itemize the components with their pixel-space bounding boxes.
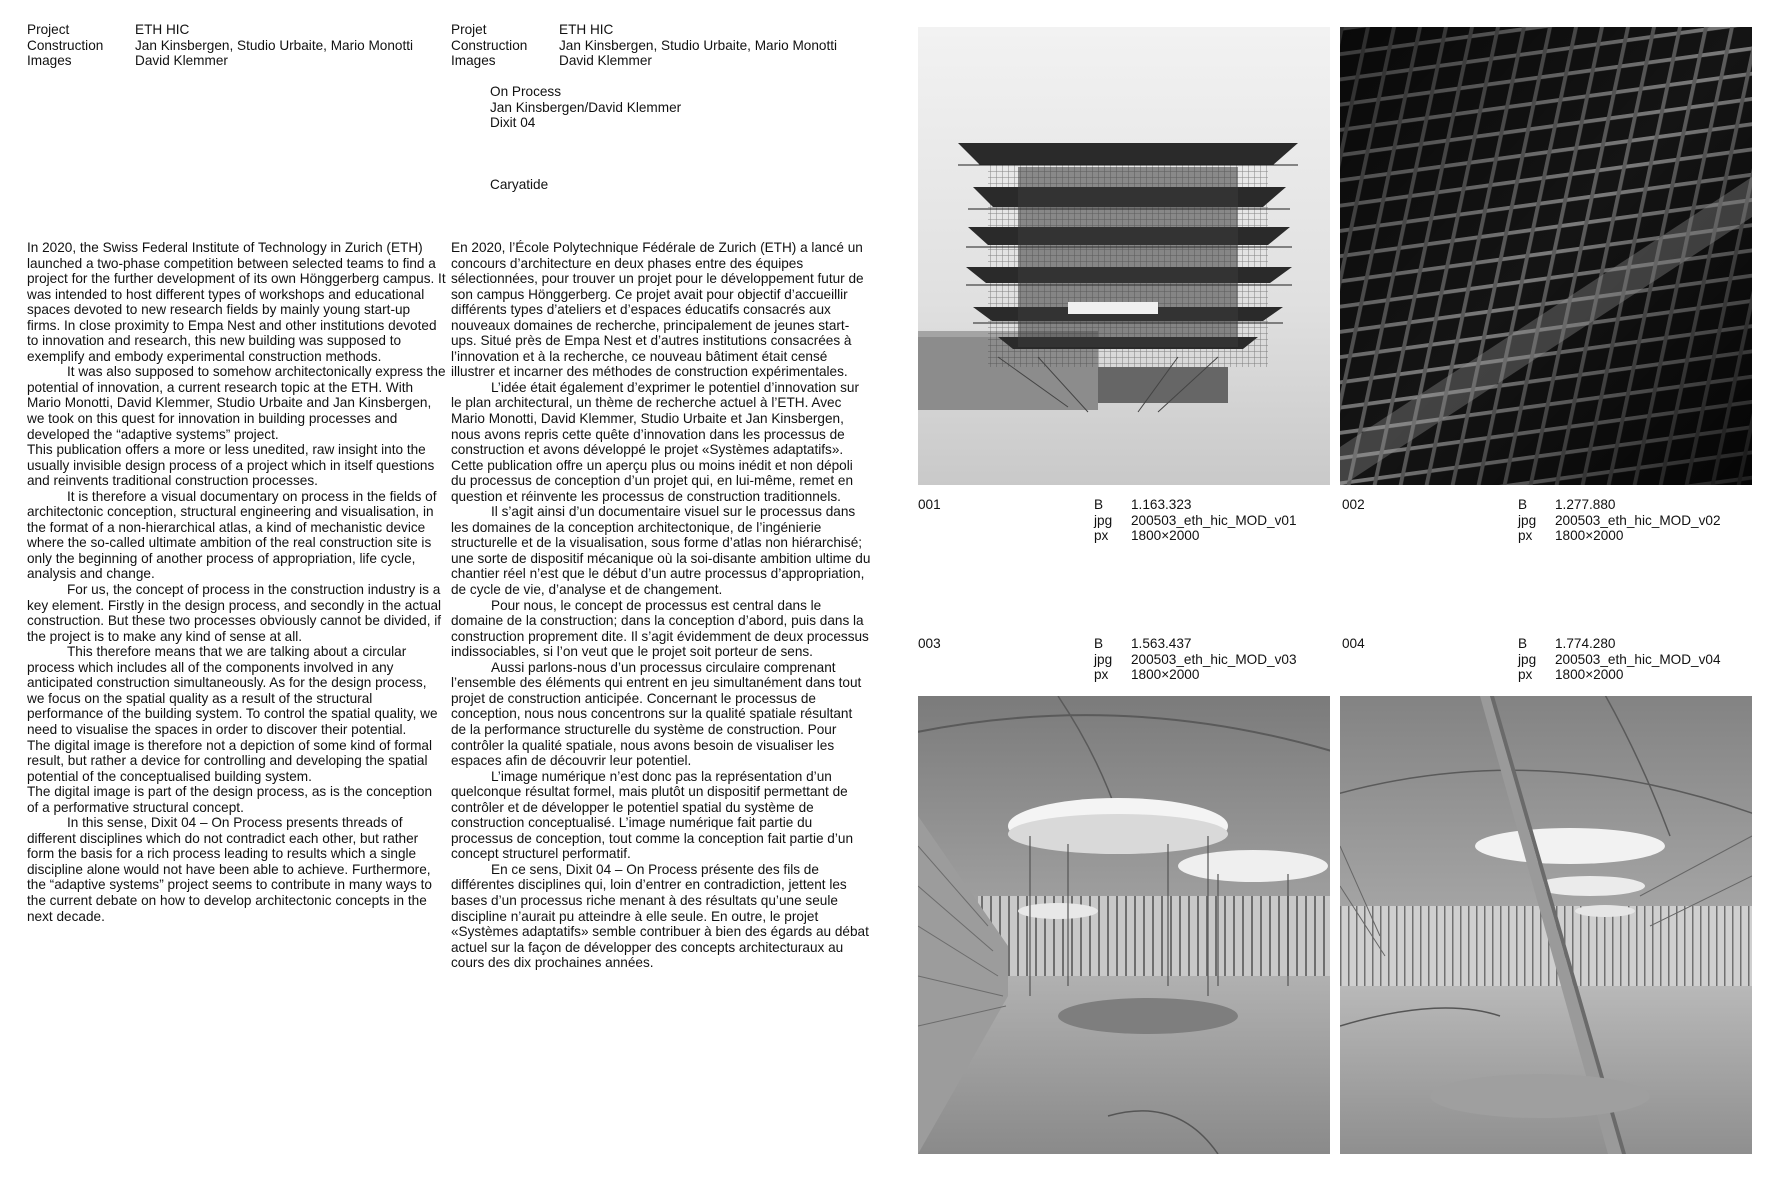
image-number: 003	[918, 636, 941, 651]
publication-line: On Process	[490, 84, 562, 99]
meta-row	[451, 38, 837, 54]
meta-key: Construction	[451, 37, 528, 53]
spec-value: 1800×2000	[1555, 667, 1624, 683]
meta-value: Jan Kinsbergen, Studio Urbaite, Mario Monotti	[135, 37, 414, 53]
spec-value: 200503_eth_hic_MOD_v02	[1555, 512, 1721, 528]
meta-key: Images	[451, 53, 496, 69]
meta-key: Projet	[451, 22, 487, 37]
paragraph: Il s’agit ainsi d’un documentaire visuel sur le processus dans les domaines de la conception architectonique, de l’ingénierie structurelle et de la visualisation, sous forme d’atlas non hiérarchisé; une sorte de dispositif mécanique où la soi-disante ambition ultime du chantier réel n’est que le début d’un autre processus d’appropriation, de cycle de vie, d’analyse et de changement.	[451, 504, 871, 598]
paragraph: In this sense, Dixit 04 – On Process presents threads of different disciplines which do not contradict each other, but rather form the basis for a rich process leading to results which a single discipline alone would not have been able to achieve. Furthermore, the “adaptive systems” project seems to contribute in many ways to the current debate on how to develop architectonic concepts in the next decade.	[27, 815, 432, 924]
spec-label: B	[1518, 497, 1528, 512]
publication-title: Caryatide	[490, 177, 549, 192]
spec-label: B	[1094, 497, 1104, 512]
spec-label: B	[1518, 636, 1528, 651]
meta-row	[27, 38, 413, 54]
paragraph: It is therefore a visual documentary on process in the fields of architectonic conception, structural engineering and visualisation, in the format of a non-hierarchical atlas, a kind of mechanistic device where the so-called ultimate ambition of the real construction site is only the beginning of another process of appropriation, life cycle, analysis and change.	[27, 488, 437, 582]
image-001	[918, 27, 1330, 485]
meta-value: David Klemmer	[559, 53, 652, 69]
paragraph: In 2020, the Swiss Federal Institute of Technology in Zurich (ETH) launched a two-phase competition between selected teams to find a project for the further development of its own Hönggerberg campus. It was intended to host different types of workshops and educational spaces devoted to new research fields by mainly young start-up firms. In close proximity to Empa Nest and other institutions devoted to innovation and research, this new building was supposed to exemplify and embody experimental construction methods.	[27, 240, 446, 364]
image-002	[1340, 27, 1752, 485]
meta-key: Construction	[27, 37, 104, 53]
image-specs	[1518, 497, 1721, 544]
spec-value: 1800×2000	[1555, 528, 1624, 544]
paragraph: This therefore means that we are talking about a circular process which includes all of the components involved in any anticipated construction simultaneously. As for the design process, we focus on the spatial quality as a result of the structural performance of the building system. To control the spatial quality, we need to visualise the spaces in order to discover their potential.	[27, 644, 438, 737]
image-specs	[1094, 497, 1297, 544]
meta-row	[451, 22, 837, 38]
spec-value: 200503_eth_hic_MOD_v01	[1131, 512, 1297, 528]
publication-line: Dixit 04	[490, 115, 536, 131]
meta-row	[27, 22, 413, 38]
publication-line: Jan Kinsbergen/David Klemmer	[490, 99, 682, 115]
paragraph: Pour nous, le concept de processus est central dans le domaine de la construction; dans la conception d’abord, puis dans la construction proprement dite. Il s’agit évidemment de deux processus indissociables, si l’on veut que le projet soit porteur de sens.	[451, 597, 869, 660]
meta-value: Jan Kinsbergen, Studio Urbaite, Mario Monotti	[559, 37, 838, 53]
spec-label: px	[1518, 667, 1533, 683]
left-meta	[27, 22, 413, 69]
image-004	[1340, 696, 1752, 1154]
spec-label: jpg	[1518, 651, 1537, 667]
paragraph: L’idée était également d’exprimer le potentiel d’innovation sur le plan architectural, un thème de recherche actuel à l’ETH. Avec Mario Monotti, David Klemmer, Studio Urbaite et Jan Kinsbergen, nous avons repris cette quête d’innovation dans les processus de construction et avons développé le projet «Systèmes adaptatifs». Cette publication offre un aperçu plus ou moins inédit et non dépoli du processus de conception d’un projet qui, en lui-même, remet en question et réinvente les processus de construction traditionnels.	[451, 379, 860, 504]
meta-row	[451, 53, 837, 69]
paragraph: The digital image is therefore not a depiction of some kind of formal result, but rather a device for controlling and developing the spatial potential of the conceptualised building system.	[27, 737, 433, 784]
french-text	[451, 240, 871, 971]
image-specs	[1094, 636, 1297, 683]
spec-label: B	[1094, 636, 1104, 651]
paragraph: En ce sens, Dixit 04 – On Process présente des fils de différentes disciplines qui, loin d’entrer en contradiction, jettent les bases d’un processus riche menant à des résultats qu’une seule discipline n’aurait pu atteindre à elle seule. En outre, le projet «Systèmes adaptatifs» semble contribuer à bien des égards au débat actuel sur la façon de développer des concepts architecturaux au cours des dix prochaines années.	[451, 861, 869, 971]
spec-label: px	[1518, 528, 1533, 544]
paragraph: En 2020, l’École Polytechnique Fédérale de Zurich (ETH) a lancé un concours d’architecture en deux phases entre des équipes sélectionnées, pour trouver un projet pour le développement futur de son campus Hönggerberg. Ce projet avait pour objectif d’accueillir différents types d’ateliers et d’espaces éducatifs consacrés aux nouveaux domaines de recherche, principalement de jeunes start-ups. Situé près de Empa Nest et d’autres institutions consacrées à l’innovation et à la recherche, ce nouveau bâtiment était censé illustrer et incarner des méthodes de construction expérimentales.	[451, 240, 864, 380]
spec-label: jpg	[1094, 651, 1113, 667]
publication-info	[490, 84, 681, 131]
meta-key: Images	[27, 53, 72, 69]
spec-label: px	[1094, 667, 1109, 683]
image-003	[918, 696, 1330, 1154]
meta-row	[27, 53, 413, 69]
paragraph: L’image numérique n’est donc pas la représentation d’un quelconque résultat formel, mais plutôt un dispositif permettant de contrôler et de développer le potentiel spatial du système de construction conceptualisé. L’image numérique fait partie du processus de conception, tout comme la conception fait partie d’un concept structurel performatif.	[451, 768, 854, 862]
spec-value: 1800×2000	[1131, 528, 1200, 544]
image-specs	[1518, 636, 1721, 683]
spec-label: px	[1094, 528, 1109, 544]
spec-value: 1.277.880	[1555, 497, 1616, 512]
image-number: 004	[1342, 636, 1365, 651]
meta-value: ETH HIC	[135, 22, 190, 37]
paragraph: The digital image is part of the design process, as is the conception of a performative structural concept.	[27, 784, 433, 815]
spec-value: 200503_eth_hic_MOD_v04	[1555, 651, 1721, 667]
spec-value: 1800×2000	[1131, 667, 1200, 683]
meta-value: David Klemmer	[135, 53, 228, 69]
image-number: 002	[1342, 497, 1365, 512]
spec-label: jpg	[1094, 512, 1113, 528]
meta-key: Project	[27, 22, 70, 37]
paragraph: This publication offers a more or less unedited, raw insight into the usually invisible design process of a project which in itself questions and reinvents traditional construction processes.	[27, 442, 435, 489]
image-number: 001	[918, 497, 941, 512]
paragraph: Aussi parlons-nous d’un processus circulaire comprenant l’ensemble des éléments qui entrent en jeu simultanément dans tout projet de construction anticipée. Concernant le processus de conception, nous nous concentrons sur la qualité spatiale résultant de la performance structurelle du système de construction. Pour contrôler la qualité spatiale, nous avons besoin de visualiser les espaces afin de découvrir leur potentiel.	[451, 659, 862, 769]
spec-value: 1.774.280	[1555, 636, 1616, 651]
spec-value: 1.563.437	[1131, 636, 1192, 651]
spec-label: jpg	[1518, 512, 1537, 528]
right-meta	[451, 22, 837, 69]
spec-value: 200503_eth_hic_MOD_v03	[1131, 651, 1297, 667]
paragraph: For us, the concept of process in the construction industry is a key element. Firstly in the design process, and secondly in the actual construction. But these two processes obviously cannot be divided, if the project is to make any kind of sense at all.	[27, 582, 442, 644]
meta-value: ETH HIC	[559, 22, 614, 37]
english-text	[27, 240, 447, 924]
spec-value: 1.163.323	[1131, 497, 1192, 512]
paragraph: It was also supposed to somehow architectonically express the potential of innovation, a current research topic at the ETH. With Mario Monotti, David Klemmer, Studio Urbaite and Jan Kinsbergen, we took on this quest for innovation in building processes and developed the “adaptive systems” project.	[27, 364, 446, 442]
